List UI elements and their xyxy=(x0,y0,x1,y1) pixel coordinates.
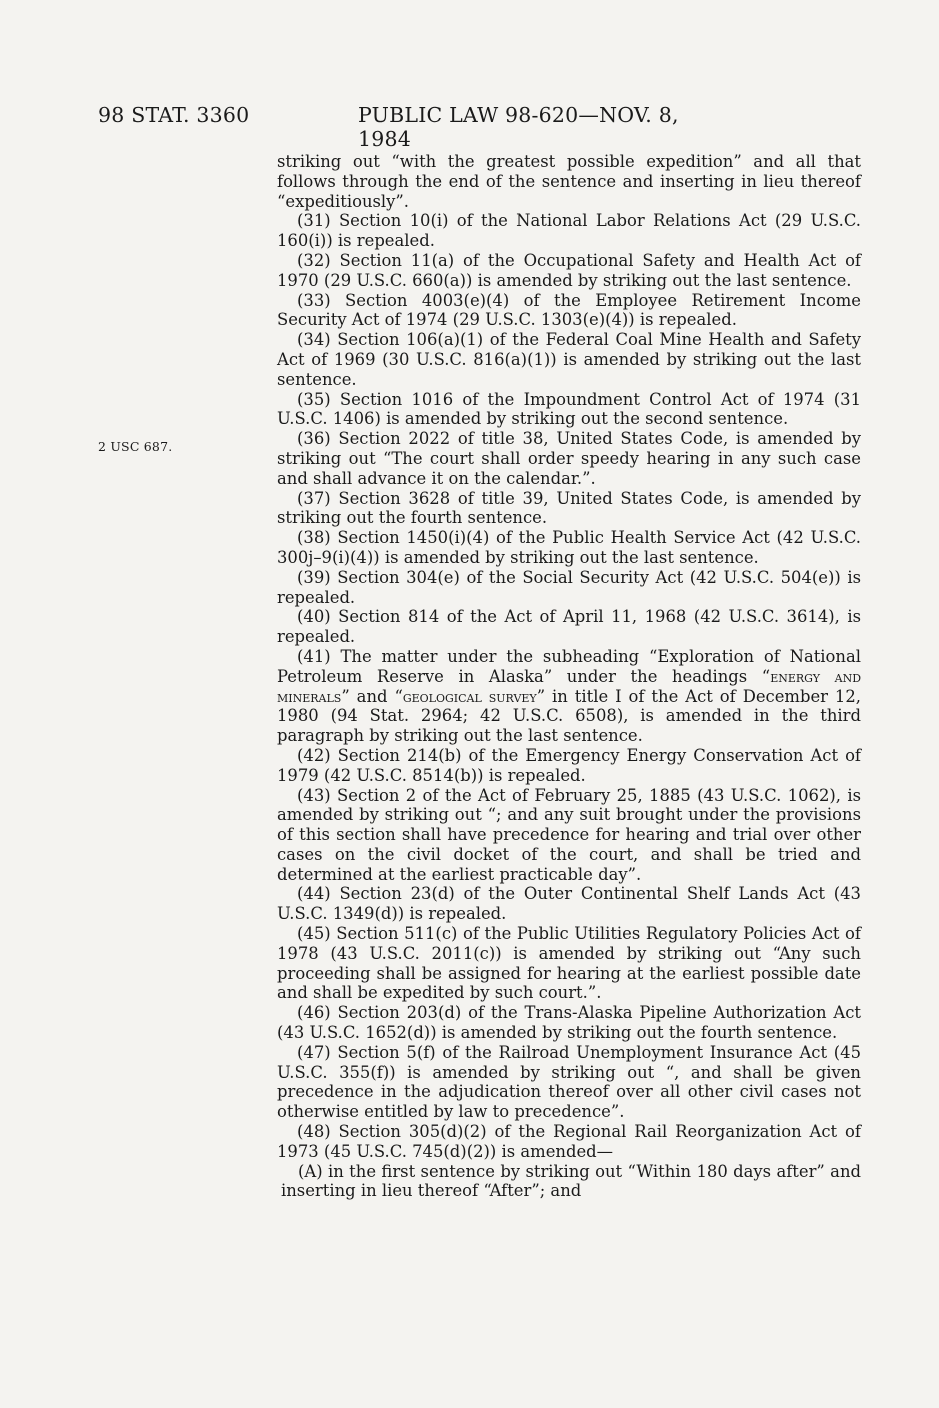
paragraph: (36) Section 2022 of title 38, United States Code, is amended by striking out “The court shall order speedy hearing in any such case and shall advance it on the calendar.”. xyxy=(277,429,861,488)
paragraph: (32) Section 11(a) of the Occupational Safety and Health Act of 1970 (29 U.S.C. 660(a)) is amended by striking out the last sentence. xyxy=(277,250,861,290)
paragraph: (38) Section 1450(i)(4) of the Public Health Service Act (42 U.S.C. 300j–9(i)(4)) is amended by striking out the last sentence. xyxy=(277,528,861,567)
paragraph: (31) Section 10(i) of the National Labor Relations Act (29 U.S.C. 160(i)) is repealed. xyxy=(277,211,861,251)
para41-text-3: ” in title I of the Act of December 12, 1980 (94 Stat. 2964; 42 U.S.C. 6508), is amended in the third paragraph by striking out the last sentence. xyxy=(277,686,862,746)
paragraph: (40) Section 814 of the Act of April 11, 1968 (42 U.S.C. 3614), is repealed. xyxy=(277,607,861,647)
paragraph: (35) Section 1016 of the Impoundment Control Act of 1974 (31 U.S.C. 1406) is amended by striking out the second sentence. xyxy=(277,389,861,429)
paragraph: (45) Section 511(c) of the Public Utilities Regulatory Policies Act of 1978 (43 U.S.C. 2011(c)) is amended by striking out “Any such proceeding shall be assigned for hearing at the earliest possible date and shall be expedited by such court.”. xyxy=(277,924,861,1003)
public-law-title: PUBLIC LAW 98-620—NOV. 8, 1984 xyxy=(358,103,679,151)
page-header xyxy=(98,103,738,151)
paragraph: (47) Section 5(f) of the Railroad Unemployment Insurance Act (45 U.S.C. 355(f)) is amended by striking out “, and shall be given precedence in the adjudication thereof over all other civil cases not otherwise entitled by law to precedence”. xyxy=(277,1042,861,1122)
paragraph: (37) Section 3628 of title 39, United States Code, is amended by striking out the fourth sentence. xyxy=(277,488,861,528)
statute-page-number: 98 STAT. 3360 xyxy=(98,103,250,127)
paragraph: striking out “with the greatest possible expedition” and all that follows through the end of the sentence and inserting in lieu thereof “expeditiously”. xyxy=(277,152,861,211)
paragraph: (46) Section 203(d) of the Trans-Alaska Pipeline Authorization Act (43 U.S.C. 1652(d)) is amended by striking out the fourth sentence. xyxy=(277,1003,861,1043)
document-body xyxy=(277,152,861,1201)
paragraph: (48) Section 305(d)(2) of the Regional Rail Reorganization Act of 1973 (45 U.S.C. 745(d)(2)) is amended— xyxy=(277,1122,861,1161)
subparagraph: (A) in the first sentence by striking out “Within 180 days after” and inserting in lieu thereof “After”; and xyxy=(281,1161,861,1201)
para41-text-2: ” and “ xyxy=(341,686,403,706)
paragraph-41 xyxy=(277,647,861,746)
heading-energy-and-minerals: energy and minerals xyxy=(277,666,862,706)
heading-geological-survey: geological survey xyxy=(402,686,537,706)
paragraph: (42) Section 214(b) of the Emergency Energy Conservation Act of 1979 (42 U.S.C. 8514(b)) is repealed. xyxy=(277,745,861,785)
para41-text-1: (41) The matter under the subheading “Exploration of National Petroleum Reserve in Alaska” under the headings “ xyxy=(277,646,861,686)
margin-citation: 2 USC 687. xyxy=(98,439,173,454)
paragraph: (39) Section 304(e) of the Social Security Act (42 U.S.C. 504(e)) is repealed. xyxy=(277,567,861,607)
paragraph: (34) Section 106(a)(1) of the Federal Coal Mine Health and Safety Act of 1969 (30 U.S.C. 816(a)(1)) is amended by striking out the last sentence. xyxy=(277,330,861,389)
paragraph: (43) Section 2 of the Act of February 25, 1885 (43 U.S.C. 1062), is amended by striking out “; and any suit brought under the provisions of this section shall have precedence for hearing and trial over other cases on the civil docket of the court, and shall be tried and determined at the earliest practicable day”. xyxy=(277,785,861,884)
paragraph: (33) Section 4003(e)(4) of the Employee Retirement Income Security Act of 1974 (29 U.S.C. 1303(e)(4)) is repealed. xyxy=(277,290,861,330)
paragraph: (44) Section 23(d) of the Outer Continental Shelf Lands Act (43 U.S.C. 1349(d)) is repealed. xyxy=(277,884,861,924)
